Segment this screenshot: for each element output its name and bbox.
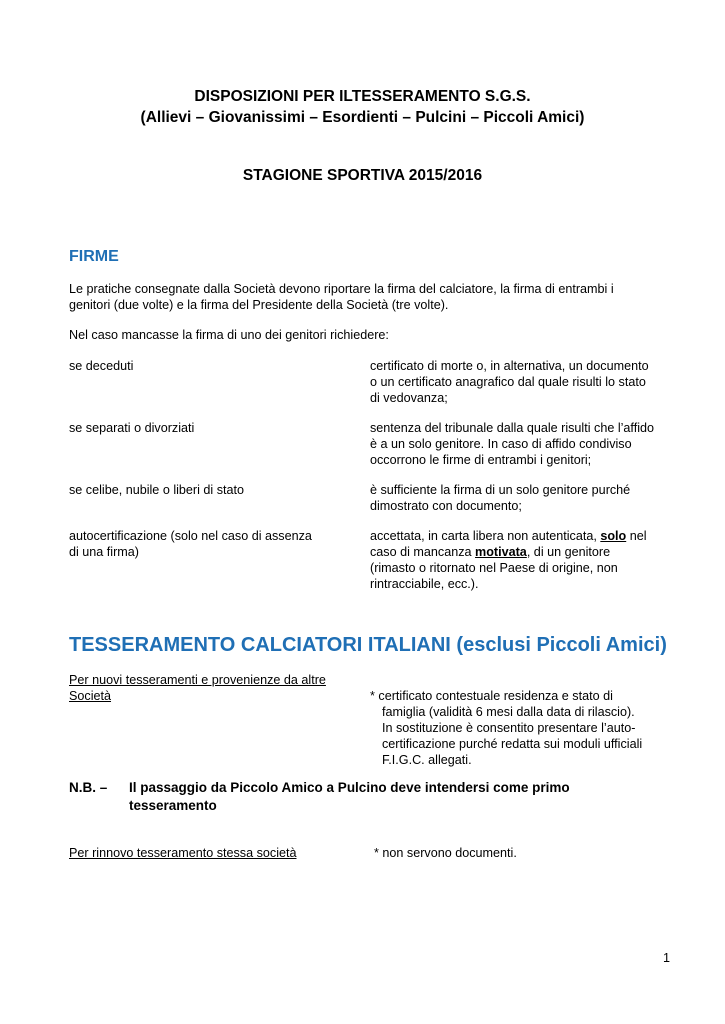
firme-case-single: se celibe, nubile o liberi di stato — [69, 483, 245, 497]
new-registration-label-line2: Società — [69, 689, 112, 703]
req-line: o un certificato anagrafico dal quale risulti lo stato — [370, 375, 646, 389]
req-line: di vedovanza; — [370, 391, 448, 405]
page-number: 1 — [663, 951, 671, 965]
req-line: * certificato contestuale residenza e stato di — [370, 689, 613, 703]
firme-intro-line1: Le pratiche consegnate dalla Società devono riportare la firma del calciatore, la firma di entrambi i — [69, 282, 614, 296]
case-line: di una firma) — [69, 545, 139, 559]
req-line: F.I.G.C. allegati. — [382, 753, 472, 767]
new-registration-label-line1: Per nuovi tesseramenti e provenienze da altre — [69, 673, 326, 687]
req-line: (rimasto o ritornato nel Paese di origine, non — [370, 561, 618, 575]
req-line: occorrono le firme di entrambi i genitori; — [370, 453, 592, 467]
req-line — [370, 544, 690, 560]
renewal-req: * non servono documenti. — [374, 846, 517, 860]
req-line — [370, 528, 690, 544]
nb-note-line1: Il passaggio da Piccolo Amico a Pulcino deve intendersi come primo — [129, 780, 570, 795]
firme-req-deceased — [370, 358, 690, 406]
req-line: rintracciabile, ecc.). — [370, 577, 479, 591]
new-registration-label — [69, 672, 344, 704]
req-line: dimostrato con documento; — [370, 499, 522, 513]
req-text: , di un genitore — [526, 545, 611, 559]
req-text: accettata, in carta libera non autenticata, — [370, 529, 601, 543]
firme-case-self-cert — [69, 528, 344, 560]
nb-label: N.B. – — [69, 780, 108, 795]
document-title-line1: DISPOSIZIONI PER ILTESSERAMENTO S.G.S. — [194, 88, 531, 105]
req-line: In sostituzione è consentito presentare l’auto- — [382, 721, 636, 735]
req-line: certificato di morte o, in alternativa, un documento — [370, 359, 649, 373]
req-line: certificazione purché redatta sui moduli ufficiali — [382, 737, 643, 751]
case-line: autocertificazione (solo nel caso di assenza — [69, 529, 312, 543]
renewal-label-text: Per rinnovo tesseramento stessa società — [69, 846, 297, 860]
document-title-line2: (Allievi – Giovanissimi – Esordienti – Pulcini – Piccoli Amici) — [140, 109, 585, 126]
tesseramento-heading: TESSERAMENTO CALCIATORI ITALIANI (esclusi Piccoli Amici) — [69, 634, 667, 656]
firme-intro-line2: genitori (due volte) e la firma del Presidente della Società (tre volte). — [69, 298, 449, 312]
req-line: famiglia (validità 6 mesi dalla data di rilascio). — [382, 705, 635, 719]
firme-intro — [69, 281, 709, 313]
new-registration-req — [370, 688, 690, 768]
firme-case-deceased: se deceduti — [69, 359, 134, 373]
firme-req-single — [370, 482, 690, 514]
req-text: caso di mancanza — [370, 545, 476, 559]
emphasis-solo: solo — [600, 529, 627, 543]
firme-heading: FIRME — [69, 248, 119, 265]
season-heading: STAGIONE SPORTIVA 2015/2016 — [242, 167, 483, 184]
firme-req-separated — [370, 420, 690, 468]
req-line: è a un solo genitore. In caso di affido condiviso — [370, 437, 632, 451]
renewal-label — [69, 845, 297, 861]
emphasis-motivata: motivata — [475, 545, 527, 559]
firme-req-self-cert — [370, 528, 690, 592]
nb-note-line2: tesseramento — [129, 798, 217, 813]
firme-case-separated: se separati o divorziati — [69, 421, 195, 435]
req-text: nel — [626, 529, 647, 543]
nb-note — [129, 779, 689, 815]
firme-missing-text: Nel caso mancasse la firma di uno dei genitori richiedere: — [69, 328, 389, 342]
req-line: sentenza del tribunale dalla quale risulti che l’affido — [370, 421, 655, 435]
req-line: è sufficiente la firma di un solo genitore purché — [370, 483, 631, 497]
